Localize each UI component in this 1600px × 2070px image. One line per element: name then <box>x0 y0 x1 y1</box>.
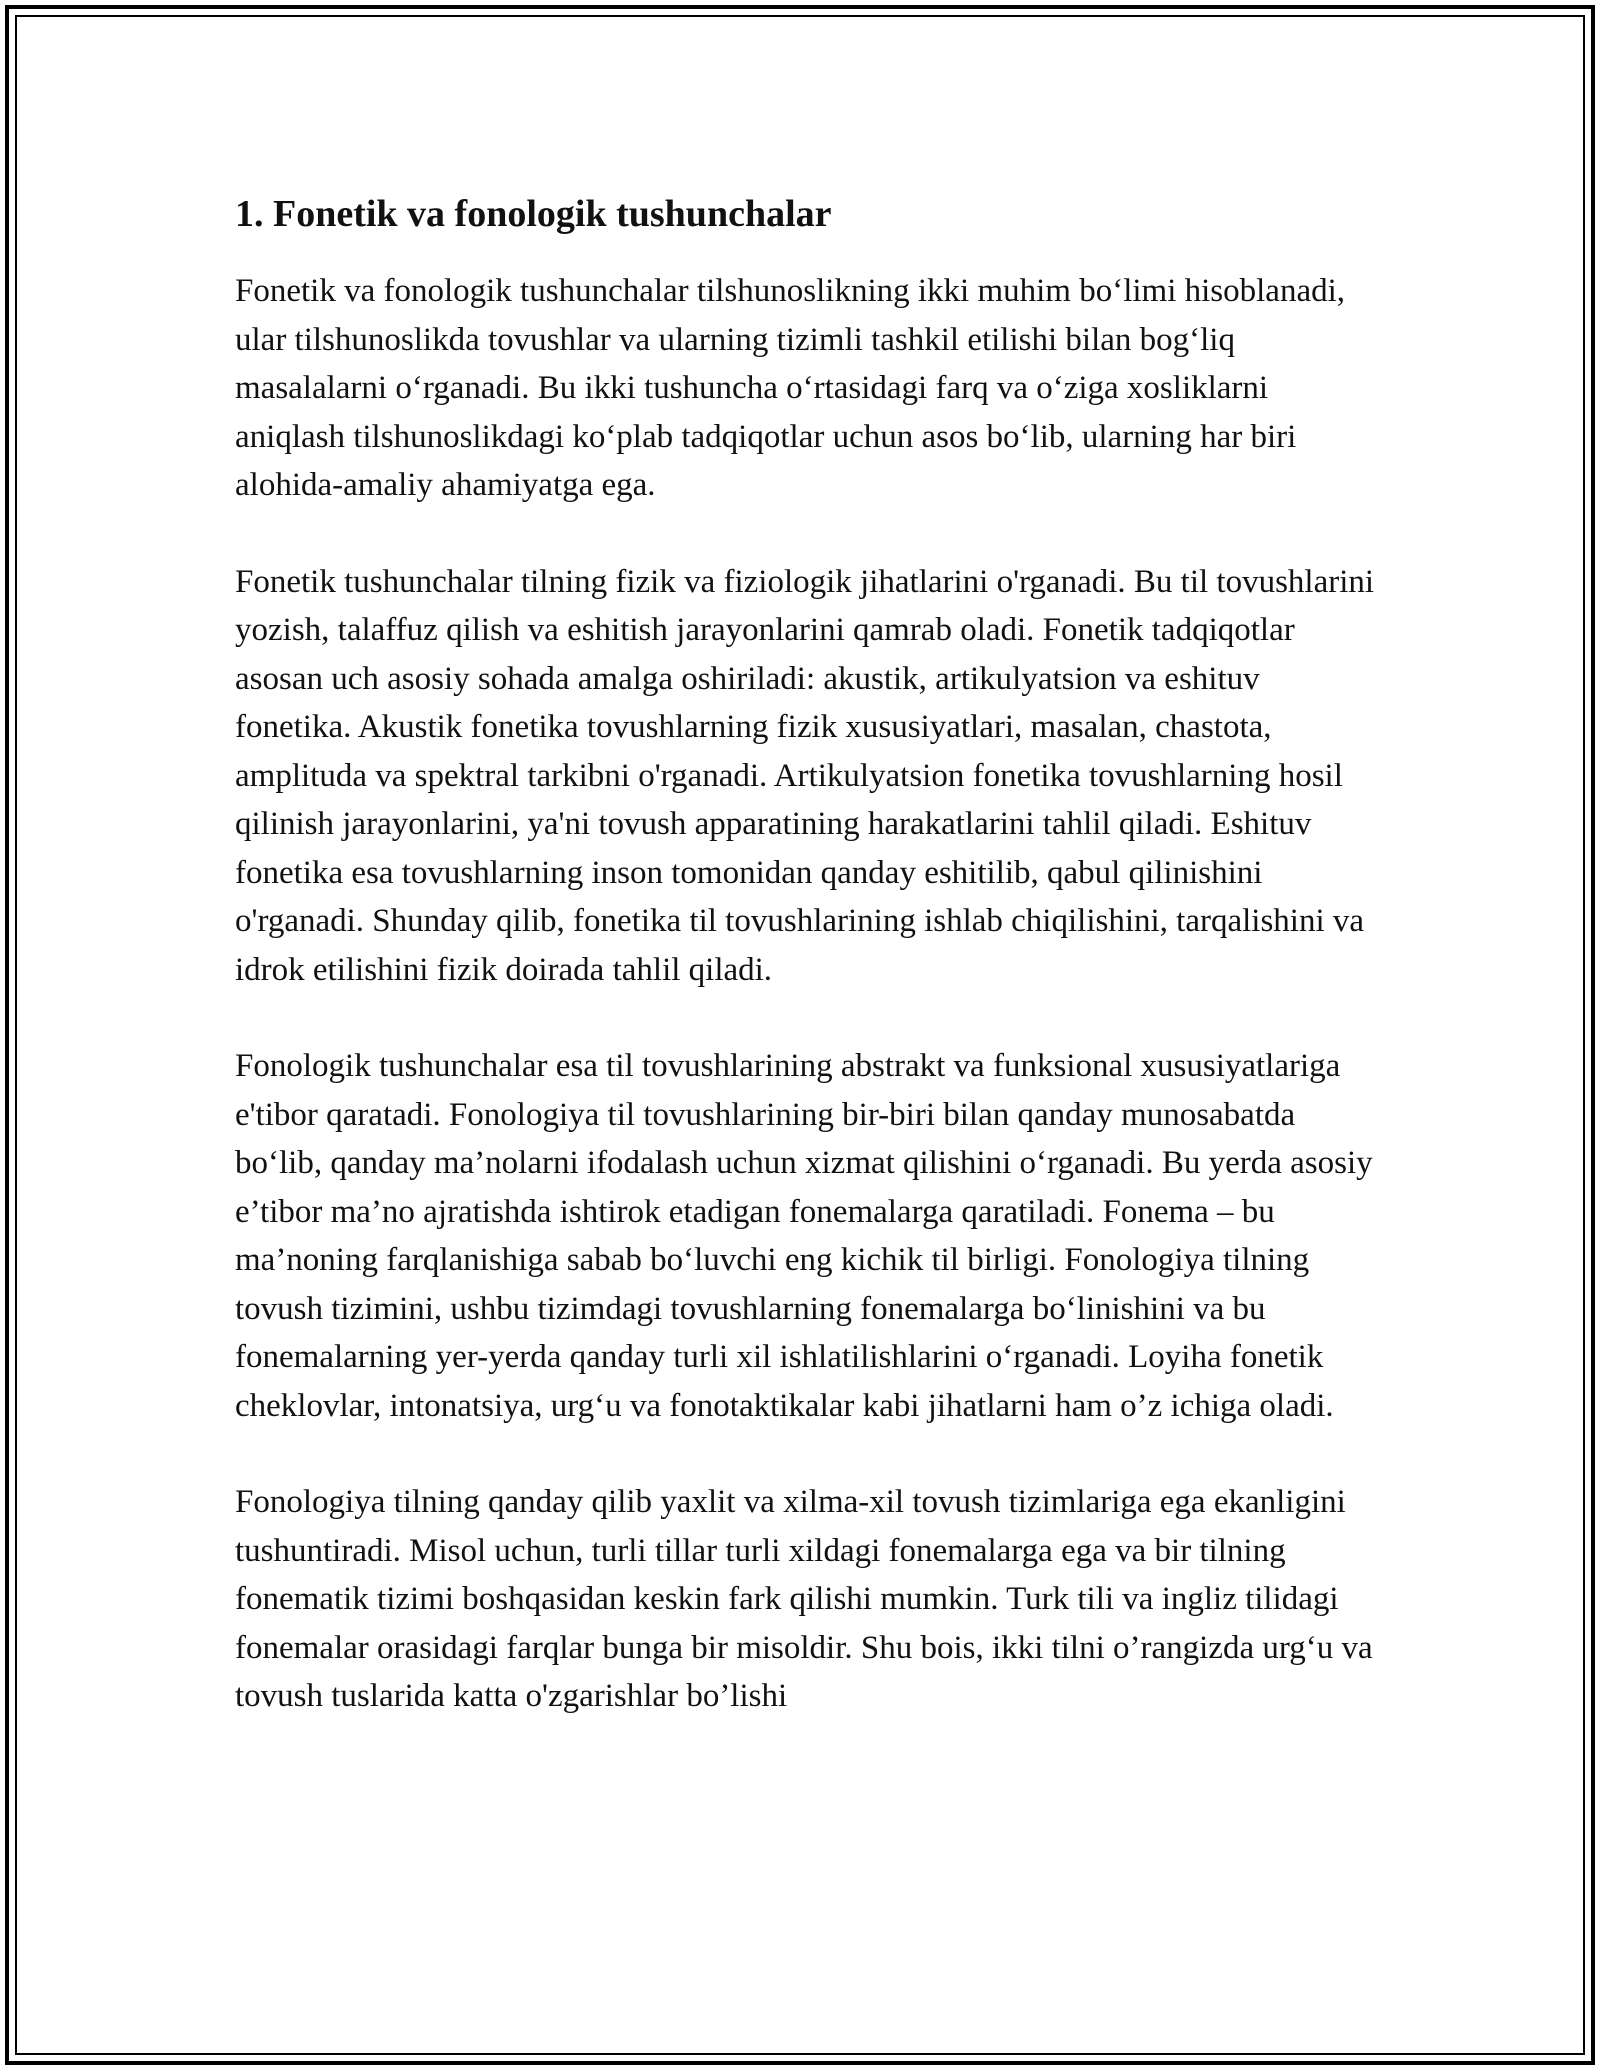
section-heading: 1. Fonetik va fonologik tushunchalar <box>235 193 832 235</box>
paragraph-phonetics: Fonetik tushunchalar tilning fizik va fiziologik jihatlarini o'rganadi. Bu til tovushlarini yozish, talaffuz qilish va eshitish jarayonlarini qamrab oladi. Fonetik tadqiqotlar asosan uch asosiy sohada amalga oshiriladi: akustik, artikulyatsion va eshituv fonetika. Akustik fonetika tovushlarning fizik xususiyatlari, masalan, chastota, amplituda va spektral tarkibni o'rganadi. Artikulyatsion fonetika tovushlarning hosil qilinish jarayonlarini, ya'ni tovush apparatining harakatlarini tahlil qiladi. Eshituv fonetika esa tovushlarning inson tomonidan qanday eshitilib, qabul qilinishini o'rganadi. Shunday qilib, fonetika til tovushlarining ishlab chiqilishini, tarqalishini va idrok etilishini fizik doirada tahlil qiladi. <box>235 563 1375 988</box>
paragraph-phonology-systems: Fonologiya tilning qanday qilib yaxlit va xilma-xil tovush tizimlariga ega ekanligini tushuntiradi. Misol uchun, turli tillar turli xildagi fonemalarga ega va bir tilning fonematik tizimi boshqasidan keskin fark qilishi mumkin. Turk tili va ingliz tilidagi fonemalar orasidagi farqlar bunga bir misoldir. Shu bois, ikki tilni o’rangizda urg‘u va tovush tuslarida katta o'zgarishlar bo’lishi <box>235 1484 1373 1714</box>
paragraph-phonology: Fonologik tushunchalar esa til tovushlarining abstrakt va funksional xususiyatlariga e'tibor qaratadi. Fonologiya til tovushlarining bir-biri bilan qanday munosabatda bo‘lib, qanday ma’nolarni ifodalash uchun xizmat qilishini o‘rganadi. Bu yerda asosiy e’tibor ma’no ajratishda ishtirok etadigan fonemalarga qaratiladi. Fonema – bu ma’noning farqlanishiga sabab bo‘luvchi eng kichik til birligi. Fonologiya tilning tovush tizimini, ushbu tizimdagi tovushlarning fonemalarga bo‘linishini va bu fonemalarning yer-yerda qanday turli xil ishlatilishlarini o‘rganadi. Loyiha fonetik cheklovlar, intonatsiya, urg‘u va fonotaktikalar kabi jihatlarni ham o’z ichiga oladi. <box>235 1048 1373 1424</box>
paragraph-intro: Fonetik va fonologik tushunchalar tilshunoslikning ikki muhim bo‘limi hisoblanadi, ular tilshunoslikda tovushlar va ularning tizimli tashkil etilishi bilan bog‘liq masalalarni o‘rganadi. Bu ikki tushuncha o‘rtasidagi farq va o‘ziga xosliklarni aniqlash tilshunoslikdagi ko‘plab tadqiqotlar uchun asos bo‘lib, ularning har biri alohida-amaliy ahamiyatga ega. <box>235 273 1346 503</box>
document-body <box>235 185 1375 1721</box>
